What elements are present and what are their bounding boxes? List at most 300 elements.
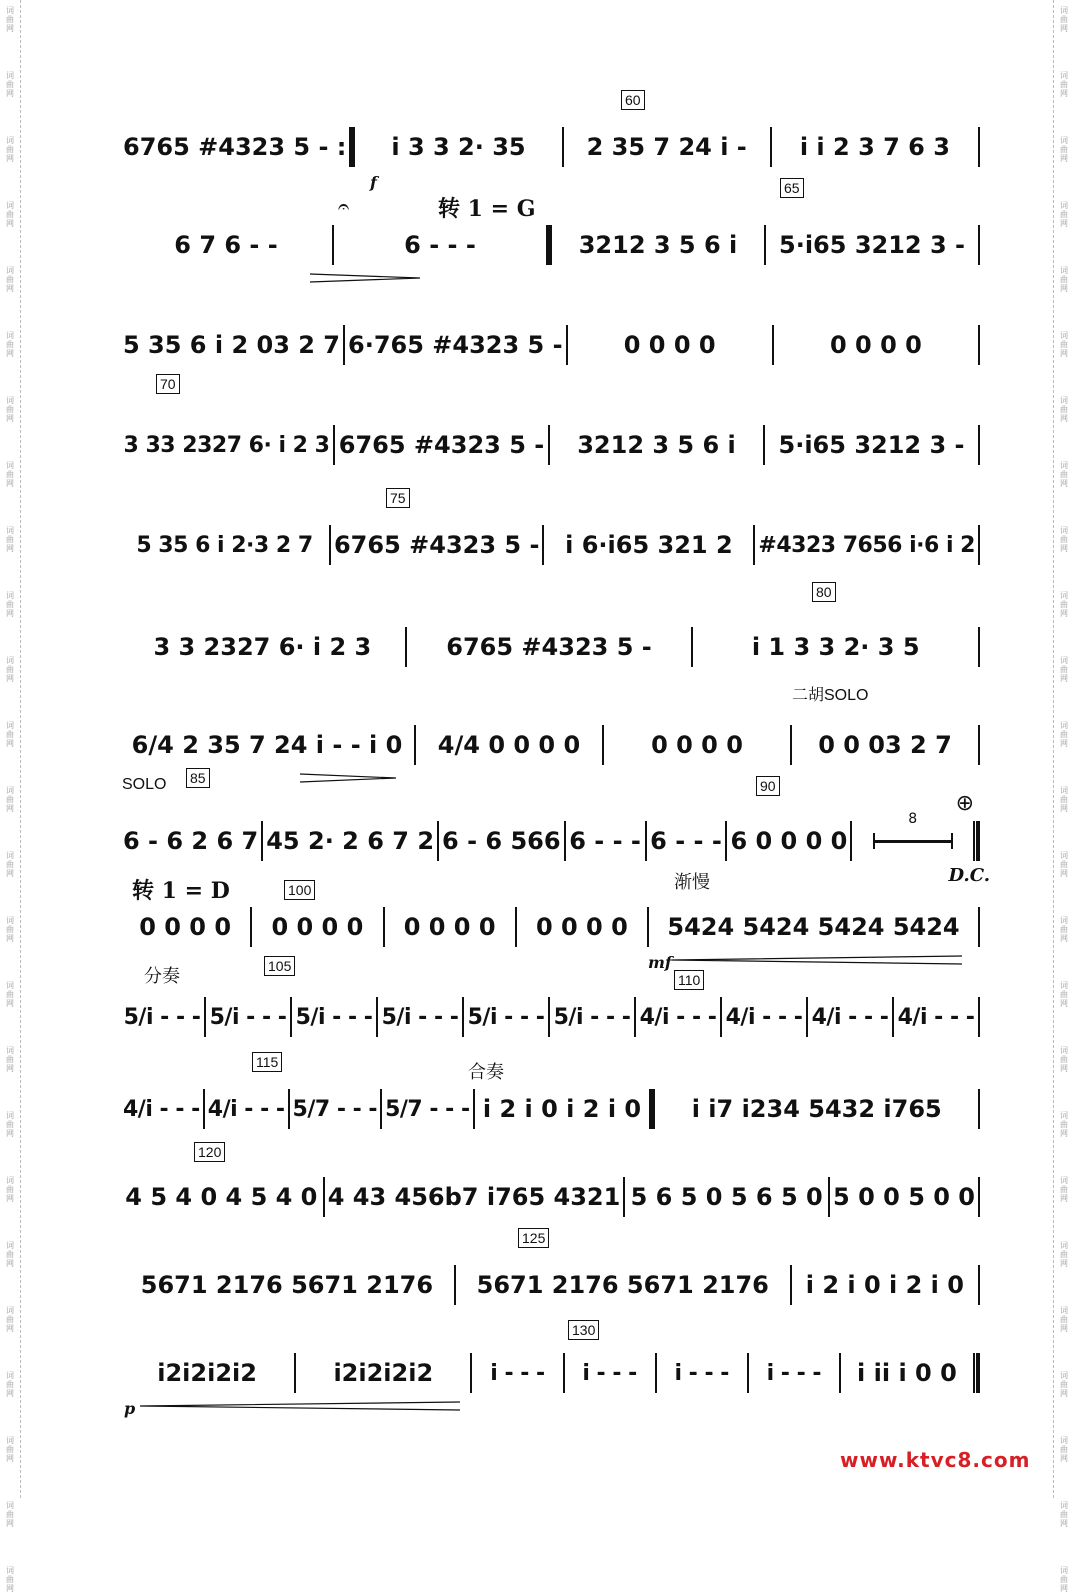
measure: i - - - <box>582 1360 637 1386</box>
watermark-char: 词 <box>1060 1176 1068 1185</box>
watermark-char: 网 <box>6 1584 14 1593</box>
watermark-char: 词 <box>6 1306 14 1315</box>
watermark-char: 网 <box>1060 89 1068 98</box>
measure: 4 43 456b7 i765 4321 <box>327 1183 621 1211</box>
watermark-char: 词 <box>1060 656 1068 665</box>
measure-number: 65 <box>780 178 804 198</box>
dynamic-piano: p <box>124 1399 136 1418</box>
watermark-block <box>1059 136 1069 163</box>
watermark-block <box>1059 916 1069 943</box>
score-line-7 <box>120 688 980 768</box>
measure: 3 33 2327 6· i 2 3 <box>123 432 330 458</box>
watermark-char: 网 <box>6 24 14 33</box>
watermark-char: 网 <box>1060 414 1068 423</box>
watermark-block <box>1059 1176 1069 1203</box>
watermark-char: 曲 <box>1060 210 1068 219</box>
watermark-char: 曲 <box>1060 1250 1068 1259</box>
watermark-char: 曲 <box>1060 665 1068 674</box>
watermark-char: 网 <box>1060 1064 1068 1073</box>
watermark-char: 曲 <box>1060 405 1068 414</box>
watermark-char: 曲 <box>1060 925 1068 934</box>
measure: 2 35 7 24 i - <box>586 133 747 161</box>
watermark-char: 词 <box>6 786 14 795</box>
watermark-char: 词 <box>6 1501 14 1510</box>
decrescendo-hairpin <box>310 274 420 282</box>
final-barline <box>973 821 980 861</box>
barline <box>978 997 980 1037</box>
watermark-char: 曲 <box>6 1575 14 1584</box>
watermark-char: 网 <box>6 804 14 813</box>
watermark-char: 网 <box>1060 934 1068 943</box>
watermark-char: 曲 <box>6 275 14 284</box>
watermark-char: 网 <box>6 284 14 293</box>
watermark-strip-right <box>1053 0 1074 1593</box>
measure-number: 110 <box>674 970 704 990</box>
watermark-char: 曲 <box>1060 1315 1068 1324</box>
watermark-char: 曲 <box>6 1120 14 1129</box>
watermark-char: 网 <box>1060 544 1068 553</box>
watermark-block <box>5 136 15 163</box>
measure: 6 - - - <box>569 827 641 855</box>
measure: 6 - 6 2 6 7 <box>123 827 259 855</box>
decrescendo-hairpin <box>300 774 396 782</box>
measure-number: 120 <box>194 1142 225 1162</box>
watermark-char: 曲 <box>1060 1445 1068 1454</box>
watermark-char: 曲 <box>1060 1510 1068 1519</box>
watermark-block <box>5 591 15 618</box>
watermark-char: 曲 <box>1060 80 1068 89</box>
watermark-char: 曲 <box>6 1315 14 1324</box>
measure: i2i2i2i2 <box>333 1359 434 1387</box>
watermark-block <box>5 1501 15 1528</box>
watermark-block <box>1059 396 1069 423</box>
measure: 6 - - - <box>650 827 722 855</box>
measure: 5671 2176 5671 2176 <box>140 1271 434 1299</box>
watermark-block <box>1059 981 1069 1008</box>
watermark-char: 曲 <box>6 340 14 349</box>
watermark-block <box>5 6 15 33</box>
measure: i i 2 3 7 6 3 <box>799 133 950 161</box>
watermark-char: 网 <box>6 219 14 228</box>
measure: 45 2· 2 6 7 2 <box>266 827 435 855</box>
solo-label: SOLO <box>122 776 167 793</box>
measure: 5/7 - - - <box>292 1096 378 1122</box>
watermark-char: 曲 <box>6 1380 14 1389</box>
watermark-char: 曲 <box>6 665 14 674</box>
score-line-6 <box>120 584 980 670</box>
key-change-label: 转 1 = D <box>132 878 230 904</box>
watermark-block <box>1059 201 1069 228</box>
watermark-block <box>1059 461 1069 488</box>
barline <box>978 627 980 667</box>
watermark-block <box>5 266 15 293</box>
measure: i - - - <box>674 1360 729 1386</box>
score-line-1 <box>120 90 980 192</box>
measure: 4/4 0 0 0 0 <box>437 731 581 759</box>
measure: 5/i - - - <box>295 1004 373 1030</box>
watermark-char: 词 <box>6 1436 14 1445</box>
measure: i - - - <box>766 1360 821 1386</box>
divisi-label: 分奏 <box>144 966 180 987</box>
score-line-5 <box>120 488 980 568</box>
watermark-char: 网 <box>1060 1259 1068 1268</box>
watermark-char: 网 <box>6 739 14 748</box>
watermark-char: 词 <box>1060 266 1068 275</box>
watermark-char: 词 <box>6 201 14 210</box>
dynamic-forte: f <box>370 173 377 192</box>
watermark-char: 词 <box>6 591 14 600</box>
crescendo-hairpin <box>140 1402 460 1410</box>
watermark-block <box>5 1241 15 1268</box>
watermark-char: 曲 <box>1060 470 1068 479</box>
score-line-13 <box>120 1228 980 1308</box>
barline <box>978 1265 980 1305</box>
watermark-block <box>5 1111 15 1138</box>
watermark-char: 曲 <box>6 990 14 999</box>
site-logo[interactable]: www.ktvc8.com <box>840 1448 1031 1472</box>
watermark-char: 网 <box>1060 479 1068 488</box>
erhu-solo-label: 二胡SOLO <box>792 687 869 704</box>
watermark-char: 网 <box>1060 999 1068 1008</box>
watermark-char: 网 <box>1060 1584 1068 1593</box>
watermark-char: 曲 <box>1060 600 1068 609</box>
measure: 4/i - - - <box>123 1096 200 1122</box>
watermark-char: 曲 <box>6 1250 14 1259</box>
barline <box>978 1177 980 1217</box>
measure: 4/i - - - <box>811 1004 889 1030</box>
watermark-char: 词 <box>1060 916 1068 925</box>
measure: 0 0 0 0 <box>139 913 232 941</box>
measure: 5/i - - - <box>381 1004 459 1030</box>
barline <box>978 525 980 565</box>
watermark-char: 词 <box>6 1371 14 1380</box>
measure: i ii i 0 0 <box>857 1359 957 1387</box>
watermark-char: 词 <box>6 266 14 275</box>
watermark-block <box>1059 1436 1069 1463</box>
watermark-char: 网 <box>6 609 14 618</box>
watermark-char: 词 <box>1060 1501 1068 1510</box>
watermark-block <box>5 851 15 878</box>
watermark-char: 曲 <box>1060 1380 1068 1389</box>
watermark-char: 网 <box>1060 609 1068 618</box>
watermark-char: 词 <box>1060 1111 1068 1120</box>
watermark-char: 曲 <box>6 1055 14 1064</box>
measure: i i7 i234 5432 i765 <box>691 1095 942 1123</box>
measure-number: 85 <box>186 768 210 788</box>
watermark-block <box>1059 656 1069 683</box>
watermark-char: 曲 <box>1060 1120 1068 1129</box>
watermark-char: 词 <box>1060 1566 1068 1575</box>
watermark-char: 网 <box>6 479 14 488</box>
watermark-char: 网 <box>6 1064 14 1073</box>
measure: 5·i65 3212 3 - <box>778 431 965 459</box>
measure: 5/i - - - <box>467 1004 545 1030</box>
score-line-14 <box>120 1316 980 1418</box>
watermark-char: 词 <box>6 851 14 860</box>
measure-number: 130 <box>568 1320 599 1340</box>
measure: 4/i - - - <box>725 1004 803 1030</box>
watermark-char: 词 <box>1060 1241 1068 1250</box>
watermark-char: 网 <box>1060 674 1068 683</box>
score-sheet <box>120 80 990 1420</box>
tutti-label: 合奏 <box>468 1062 504 1083</box>
measure: 5671 2176 5671 2176 <box>476 1271 769 1299</box>
watermark-block <box>5 1306 15 1333</box>
watermark-char: 网 <box>6 1129 14 1138</box>
barline <box>978 725 980 765</box>
watermark-char: 词 <box>1060 461 1068 470</box>
measure-number: 70 <box>156 374 180 394</box>
watermark-char: 曲 <box>6 600 14 609</box>
watermark-char: 网 <box>1060 1324 1068 1333</box>
watermark-block <box>1059 266 1069 293</box>
score-line-4 <box>120 376 980 468</box>
watermark-block <box>1059 331 1069 358</box>
watermark-char: 曲 <box>6 730 14 739</box>
measure-number: 60 <box>621 90 645 110</box>
measure: 0 0 0 0 <box>271 913 364 941</box>
watermark-char: 曲 <box>6 860 14 869</box>
measure: 5 0 0 5 0 0 <box>833 1183 976 1211</box>
watermark-char: 词 <box>6 461 14 470</box>
watermark-char: 词 <box>1060 591 1068 600</box>
watermark-char: 词 <box>6 6 14 15</box>
watermark-char: 网 <box>6 89 14 98</box>
watermark-char: 词 <box>1060 786 1068 795</box>
watermark-char: 词 <box>6 526 14 535</box>
measure: i - - - <box>490 1360 545 1386</box>
watermark-char: 曲 <box>6 1185 14 1194</box>
watermark-char: 网 <box>6 934 14 943</box>
watermark-char: 网 <box>1060 739 1068 748</box>
watermark-char: 词 <box>6 136 14 145</box>
watermark-block <box>1059 1566 1069 1593</box>
watermark-block <box>1059 1306 1069 1333</box>
measure: 0 0 0 0 <box>651 731 743 759</box>
watermark-block <box>1059 71 1069 98</box>
measure: i 1 3 3 2· 3 5 <box>751 633 920 661</box>
watermark-block <box>1059 1371 1069 1398</box>
watermark-char: 网 <box>1060 1129 1068 1138</box>
watermark-strip-left <box>0 0 21 1593</box>
watermark-char: 词 <box>6 981 14 990</box>
watermark-block <box>1059 526 1069 553</box>
watermark-block <box>1059 1241 1069 1268</box>
measure: 5/i - - - <box>553 1004 631 1030</box>
watermark-block <box>1059 591 1069 618</box>
watermark-char: 曲 <box>6 1510 14 1519</box>
watermark-char: 词 <box>6 1176 14 1185</box>
watermark-char: 词 <box>1060 396 1068 405</box>
watermark-char: 词 <box>1060 721 1068 730</box>
watermark-block <box>5 721 15 748</box>
watermark-block <box>5 786 15 813</box>
measure: 5/7 - - - <box>385 1096 470 1122</box>
watermark-char: 词 <box>6 721 14 730</box>
watermark-block <box>5 71 15 98</box>
watermark-block <box>5 656 15 683</box>
watermark-char: 曲 <box>6 925 14 934</box>
watermark-char: 词 <box>1060 981 1068 990</box>
ritardando-label: 渐慢 <box>674 872 710 893</box>
watermark-char: 词 <box>6 1566 14 1575</box>
watermark-block <box>1059 1111 1069 1138</box>
measure: 5·i65 3212 3 - <box>779 231 965 259</box>
measure: 5424 5424 5424 5424 <box>667 913 960 941</box>
watermark-char: 词 <box>1060 526 1068 535</box>
measure: i 3 3 2· 35 <box>391 133 526 161</box>
measure: i 2 i 0 i 2 i 0 <box>805 1271 964 1299</box>
watermark-char: 曲 <box>1060 145 1068 154</box>
watermark-char: 网 <box>1060 1194 1068 1203</box>
barline <box>978 1089 980 1129</box>
watermark-block <box>5 461 15 488</box>
measure-number: 105 <box>264 956 295 976</box>
measure: 6 - 6 566 <box>442 827 561 855</box>
measure: 6765 #4323 5 - : <box>123 133 347 161</box>
measure: 5 6 5 0 5 6 5 0 <box>630 1183 823 1211</box>
multi-measure-rest <box>852 811 973 864</box>
watermark-block <box>5 1046 15 1073</box>
measure: 5 35 6 i 2 03 2 7 <box>123 331 341 359</box>
measure: 6765 #4323 5 - <box>338 431 545 459</box>
watermark-char: 网 <box>1060 804 1068 813</box>
watermark-block <box>1059 786 1069 813</box>
barline <box>978 225 980 265</box>
measure: i2i2i2i2 <box>157 1359 257 1387</box>
watermark-char: 曲 <box>1060 1055 1068 1064</box>
watermark-block <box>5 916 15 943</box>
watermark-char: 曲 <box>6 795 14 804</box>
watermark-char: 网 <box>6 1454 14 1463</box>
watermark-char: 词 <box>1060 1371 1068 1380</box>
watermark-char: 网 <box>1060 349 1068 358</box>
watermark-char: 曲 <box>1060 990 1068 999</box>
watermark-char: 曲 <box>1060 275 1068 284</box>
measure: 3212 3 5 6 i <box>578 231 738 259</box>
fermata-icon: 𝄐 <box>338 196 350 218</box>
measure: 6 0 0 0 0 <box>730 827 848 855</box>
measure: 0 0 0 0 <box>403 913 496 941</box>
watermark-char: 曲 <box>6 15 14 24</box>
measure: 0 0 03 2 7 <box>818 731 952 759</box>
watermark-block <box>5 1566 15 1593</box>
watermark-char: 网 <box>1060 1454 1068 1463</box>
measure-number: 90 <box>756 776 780 796</box>
barline <box>978 325 980 365</box>
watermark-char: 曲 <box>1060 730 1068 739</box>
measure: 4/i - - - <box>639 1004 717 1030</box>
watermark-char: 词 <box>6 1241 14 1250</box>
watermark-block <box>5 396 15 423</box>
watermark-block <box>5 1176 15 1203</box>
measure: 6·765 #4323 5 - <box>348 331 563 359</box>
watermark-char: 词 <box>6 396 14 405</box>
watermark-char: 网 <box>1060 219 1068 228</box>
measure: #4323 7656 i·6 i 2 <box>758 532 975 558</box>
watermark-char: 曲 <box>6 1445 14 1454</box>
watermark-char: 词 <box>1060 1436 1068 1445</box>
watermark-char: 词 <box>1060 201 1068 210</box>
watermark-char: 网 <box>1060 24 1068 33</box>
measure: i 2 i 0 i 2 i 0 <box>482 1095 642 1123</box>
watermark-block <box>5 201 15 228</box>
watermark-char: 词 <box>1060 6 1068 15</box>
barline <box>978 907 980 947</box>
measure: 6 - - - <box>404 231 476 259</box>
watermark-char: 词 <box>6 331 14 340</box>
measure: 6 7 6 - - <box>174 231 278 259</box>
measure: 6765 #4323 5 - <box>446 633 652 661</box>
watermark-char: 词 <box>6 71 14 80</box>
measure: i 6·i65 321 2 <box>565 531 733 559</box>
score-line-3 <box>120 288 980 368</box>
watermark-char: 词 <box>6 656 14 665</box>
measure: 4 5 4 0 4 5 4 0 <box>125 1183 318 1211</box>
measure: 5/i - - - <box>123 1004 201 1030</box>
watermark-char: 曲 <box>1060 340 1068 349</box>
score-line-12 <box>120 1140 980 1220</box>
watermark-block <box>1059 1046 1069 1073</box>
measure: 0 0 0 0 <box>829 331 922 359</box>
watermark-char: 曲 <box>1060 795 1068 804</box>
watermark-char: 网 <box>6 1519 14 1528</box>
final-barline <box>973 1353 980 1393</box>
watermark-char: 网 <box>6 1389 14 1398</box>
score-line-10 <box>120 960 980 1040</box>
watermark-char: 网 <box>1060 1389 1068 1398</box>
watermark-char: 曲 <box>6 535 14 544</box>
watermark-block <box>1059 851 1069 878</box>
watermark-char: 曲 <box>6 405 14 414</box>
coda-icon: ⊕ <box>955 790 974 815</box>
watermark-char: 网 <box>6 1324 14 1333</box>
watermark-char: 网 <box>6 1259 14 1268</box>
watermark-char: 词 <box>1060 331 1068 340</box>
watermark-char: 词 <box>1060 71 1068 80</box>
watermark-char: 词 <box>6 1111 14 1120</box>
measure-number: 80 <box>812 582 836 602</box>
measure-number: 125 <box>518 1228 549 1248</box>
key-change-label: 转 1 = G <box>438 196 536 222</box>
watermark-char: 曲 <box>1060 535 1068 544</box>
watermark-block <box>1059 1501 1069 1528</box>
watermark-char: 词 <box>1060 851 1068 860</box>
measure: 0 0 0 0 <box>623 331 716 359</box>
watermark-char: 曲 <box>1060 1185 1068 1194</box>
watermark-char: 网 <box>6 544 14 553</box>
measure: 6765 #4323 5 - <box>333 531 540 559</box>
watermark-char: 曲 <box>6 80 14 89</box>
watermark-char: 词 <box>6 1046 14 1055</box>
measure: 4/i - - - <box>207 1096 285 1122</box>
score-line-11 <box>120 1052 980 1132</box>
watermark-char: 网 <box>1060 154 1068 163</box>
watermark-char: 词 <box>1060 136 1068 145</box>
watermark-block <box>5 331 15 358</box>
da-capo-label: D.C. <box>948 865 990 886</box>
watermark-char: 网 <box>6 1194 14 1203</box>
measure: 5 35 6 i 2·3 2 7 <box>136 532 313 558</box>
watermark-block <box>1059 721 1069 748</box>
watermark-char: 网 <box>6 349 14 358</box>
watermark-char: 网 <box>6 999 14 1008</box>
dynamic-mezzo-forte: mf <box>648 953 672 972</box>
watermark-block <box>5 1436 15 1463</box>
watermark-char: 曲 <box>1060 15 1068 24</box>
watermark-char: 网 <box>6 869 14 878</box>
measure: 3212 3 5 6 i <box>577 431 736 459</box>
